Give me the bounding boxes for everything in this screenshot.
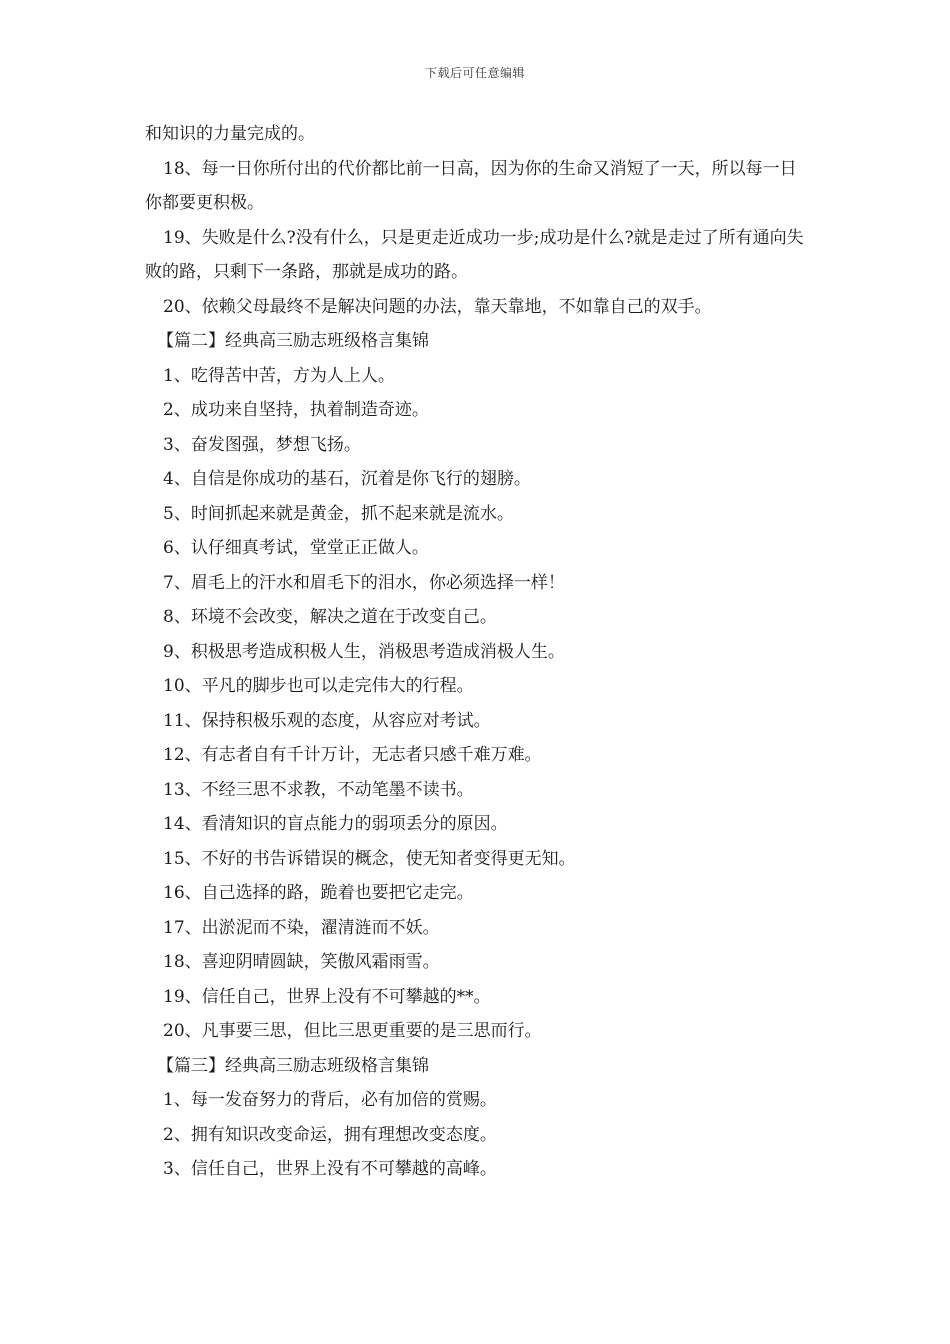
motto-item: 3、奋发图强，梦想飞扬。 [163, 434, 361, 455]
motto-item: 10、平凡的脚步也可以走完伟大的行程。 [163, 676, 474, 696]
motto-item: 14、看清知识的盲点能力的弱项丢分的原因。 [163, 814, 508, 834]
motto-item: 3、信任自己，世界上没有不可攀越的高峰。 [163, 1159, 497, 1179]
document-body [145, 117, 810, 1187]
motto-item: 11、保持积极乐观的态度，从容应对考试。 [163, 710, 491, 731]
motto-item: 19、信任自己，世界上没有不可攀越的**。 [163, 986, 491, 1007]
motto-item: 1、每一发奋努力的背后，必有加倍的赏赐。 [163, 1090, 497, 1110]
motto-item: 18、每一日你所付出的代价都比前一日高，因为你的生命又消短了一天，所以每一日你都要更积极。 [145, 158, 797, 213]
motto-item: 16、自己选择的路，跪着也要把它走完。 [163, 883, 474, 903]
motto-item: 7、眉毛上的汗水和眉毛下的泪水，你必须选择一样！ [163, 572, 565, 593]
motto-item: 9、积极思考造成积极人生，消极思考造成消极人生。 [163, 641, 565, 662]
motto-item: 6、认仔细真考试，堂堂正正做人。 [163, 538, 429, 558]
motto-item: 8、环境不会改变，解决之道在于改变自己。 [163, 607, 497, 627]
motto-item: 15、不好的书告诉错误的概念，使无知者变得更无知。 [163, 848, 576, 869]
motto-item: 18、喜迎阴晴圆缺，笑傲风霜雨雪。 [163, 952, 440, 972]
motto-item: 4、自信是你成功的基石，沉着是你飞行的翅膀。 [163, 469, 531, 489]
motto-item: 20、凡事要三思，但比三思更重要的是三思而行。 [163, 1021, 542, 1041]
motto-item: 13、不经三思不求教，不动笔墨不读书。 [163, 779, 474, 800]
motto-item: 2、拥有知识改变命运，拥有理想改变态度。 [163, 1124, 497, 1145]
motto-item: 20、依赖父母最终不是解决问题的办法，靠天靠地，不如靠自己的双手。 [163, 296, 712, 317]
paragraph-continuation: 和知识的力量完成的。 [145, 124, 315, 144]
section-heading: 【篇三】经典高三励志班级格言集锦 [157, 1055, 429, 1076]
section-heading: 【篇二】经典高三励志班级格言集锦 [157, 331, 429, 351]
page-header: 下载后可任意编辑 [424, 66, 525, 80]
motto-item: 12、有志者自有千计万计，无志者只感千难万难。 [163, 745, 542, 765]
motto-item: 1、吃得苦中苦，方为人上人。 [163, 365, 395, 386]
motto-item: 2、成功来自坚持，执着制造奇迹。 [163, 400, 429, 420]
motto-item: 5、时间抓起来就是黄金，抓不起来就是流水。 [163, 503, 514, 524]
motto-item: 17、出淤泥而不染，濯清涟而不妖。 [163, 917, 440, 938]
motto-item: 19、失败是什么?没有什么，只是更走近成功一步;成功是什么?就是走过了所有通向失败的路，只剩下一条路，那就是成功的路。 [145, 227, 804, 282]
